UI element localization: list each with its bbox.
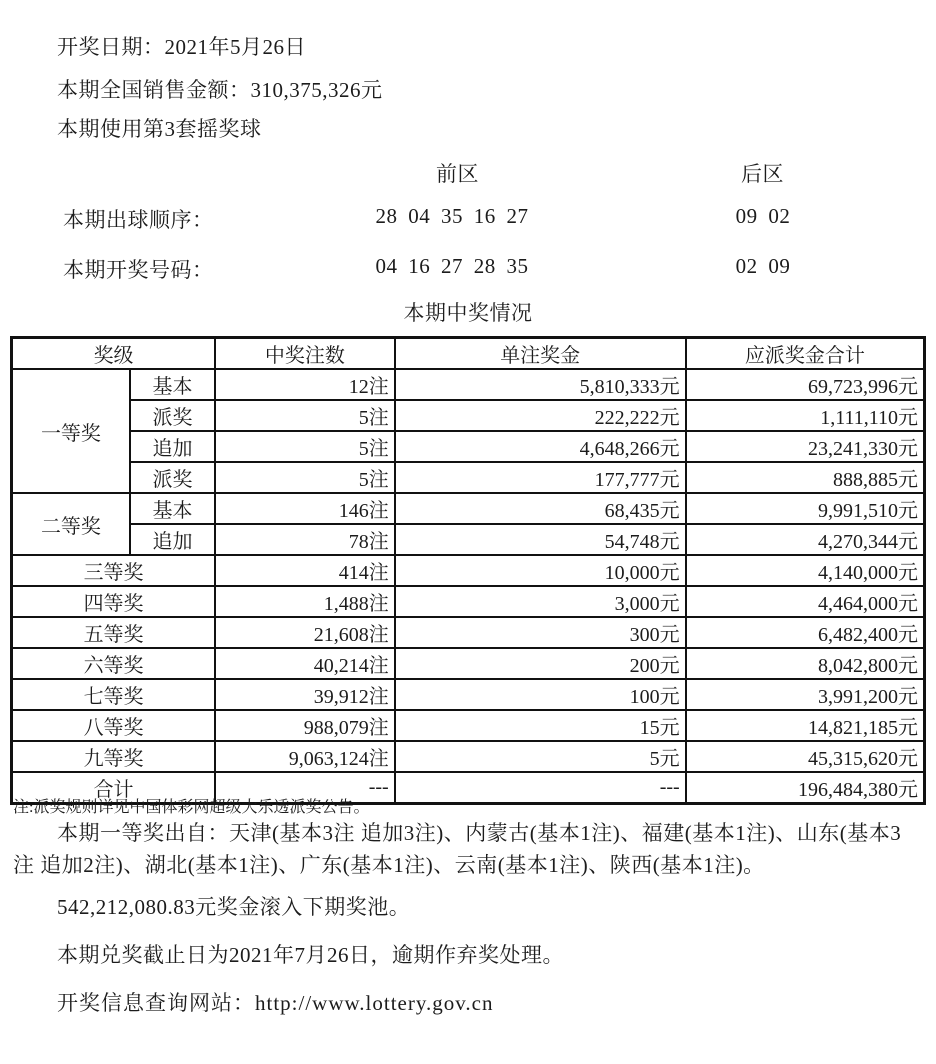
table-row — [12, 431, 925, 462]
level-cell: 四等奖 — [12, 586, 216, 617]
header-count: 中奖注数 — [215, 338, 395, 370]
single-cell: 15元 — [395, 710, 686, 741]
level-cell: 九等奖 — [12, 741, 216, 772]
sub-type-cell: 基本 — [130, 493, 215, 524]
level-cell: 五等奖 — [12, 617, 216, 648]
total-cell: 196,484,380元 — [686, 772, 925, 804]
single-cell: 222,222元 — [395, 400, 686, 431]
count-cell: 9,063,124注 — [215, 741, 395, 772]
redeem-deadline-line: 本期兑奖截止日为2021年7月26日，逾期作弃奖处理。 — [57, 943, 564, 967]
count-cell: 21,608注 — [215, 617, 395, 648]
table-row — [12, 710, 925, 741]
total-cell: 888,885元 — [686, 462, 925, 493]
single-cell: 5,810,333元 — [395, 369, 686, 400]
table-row — [12, 741, 925, 772]
back-zone-label: 后区 — [741, 162, 784, 186]
single-cell: 10,000元 — [395, 555, 686, 586]
table-row — [12, 493, 925, 524]
total-cell: 23,241,330元 — [686, 431, 925, 462]
total-row-label: 合计 — [12, 772, 216, 804]
table-row — [12, 369, 925, 400]
total-cell: 45,315,620元 — [686, 741, 925, 772]
total-cell: 4,464,000元 — [686, 586, 925, 617]
winning-numbers-front: 04 16 27 28 35 — [375, 254, 529, 278]
draw-order-label: 本期出球顺序： — [63, 208, 214, 232]
front-zone-label: 前区 — [436, 162, 479, 186]
table-row — [12, 400, 925, 431]
count-cell: 5注 — [215, 431, 395, 462]
sub-type-cell: 派奖 — [130, 462, 215, 493]
level-cell: 八等奖 — [12, 710, 216, 741]
first-prize-label: 一等奖 — [12, 369, 130, 493]
total-cell: 6,482,400元 — [686, 617, 925, 648]
count-cell: 39,912注 — [215, 679, 395, 710]
count-cell: 988,079注 — [215, 710, 395, 741]
table-row — [12, 679, 925, 710]
single-cell: 3,000元 — [395, 586, 686, 617]
sales-amount-line: 本期全国销售金额：310,375,326元 — [57, 78, 383, 102]
count-cell: 146注 — [215, 493, 395, 524]
single-cell: 54,748元 — [395, 524, 686, 555]
single-cell: 4,648,266元 — [395, 431, 686, 462]
single-cell: 68,435元 — [395, 493, 686, 524]
prize-table — [10, 336, 926, 805]
prize-table-title: 本期中奖情况 — [403, 301, 533, 325]
count-cell: 12注 — [215, 369, 395, 400]
single-cell: 100元 — [395, 679, 686, 710]
header-total: 应派奖金合计 — [686, 338, 925, 370]
sub-type-cell: 追加 — [130, 431, 215, 462]
count-cell: 40,214注 — [215, 648, 395, 679]
winning-numbers-back: 02 09 — [735, 254, 791, 278]
single-cell: 5元 — [395, 741, 686, 772]
draw-date-line: 开奖日期：2021年5月26日 — [57, 35, 306, 59]
total-cell: 14,821,185元 — [686, 710, 925, 741]
level-cell: 六等奖 — [12, 648, 216, 679]
total-cell: 3,991,200元 — [686, 679, 925, 710]
single-cell: --- — [395, 772, 686, 804]
prize-table-container — [10, 336, 926, 805]
total-cell: 9,991,510元 — [686, 493, 925, 524]
total-cell: 69,723,996元 — [686, 369, 925, 400]
total-cell: 4,270,344元 — [686, 524, 925, 555]
total-cell: 8,042,800元 — [686, 648, 925, 679]
level-cell: 七等奖 — [12, 679, 216, 710]
count-cell: 414注 — [215, 555, 395, 586]
table-row — [12, 586, 925, 617]
sub-type-cell: 基本 — [130, 369, 215, 400]
sub-type-cell: 追加 — [130, 524, 215, 555]
count-cell: 78注 — [215, 524, 395, 555]
level-cell: 三等奖 — [12, 555, 216, 586]
single-cell: 200元 — [395, 648, 686, 679]
winning-numbers-label: 本期开奖号码： — [63, 258, 214, 282]
table-row — [12, 555, 925, 586]
payout-rule-note: 注:派奖规则详见中国体彩网超级大乐透派奖公告。 — [13, 799, 370, 816]
draw-order-front-numbers: 28 04 35 16 27 — [375, 204, 529, 228]
count-cell: 5注 — [215, 462, 395, 493]
table-row — [12, 524, 925, 555]
second-prize-label: 二等奖 — [12, 493, 130, 555]
first-prize-origin-paragraph: 本期一等奖出自：天津(基本3注 追加3注)、内蒙古(基本1注)、福建(基本1注)、山东(基本3注 追加2注)、湖北(基本1注)、广东(基本1注)、云南(基本1注)、陕西(基本1注)。 — [13, 821, 902, 877]
table-row — [12, 462, 925, 493]
single-cell: 177,777元 — [395, 462, 686, 493]
total-cell: 1,111,110元 — [686, 400, 925, 431]
count-cell: --- — [215, 772, 395, 804]
count-cell: 1,488注 — [215, 586, 395, 617]
count-cell: 5注 — [215, 400, 395, 431]
rollover-amount-line: 542,212,080.83元奖金滚入下期奖池。 — [57, 895, 411, 919]
table-row — [12, 648, 925, 679]
table-row — [12, 617, 925, 648]
ball-set-line: 本期使用第3套摇奖球 — [57, 117, 262, 141]
header-level: 奖级 — [12, 338, 216, 370]
header-single: 单注奖金 — [395, 338, 686, 370]
query-website-line: 开奖信息查询网站：http://www.lottery.gov.cn — [57, 991, 494, 1015]
single-cell: 300元 — [395, 617, 686, 648]
total-cell: 4,140,000元 — [686, 555, 925, 586]
table-header-row — [12, 338, 925, 370]
sub-type-cell: 派奖 — [130, 400, 215, 431]
draw-order-back-numbers: 09 02 — [735, 204, 791, 228]
